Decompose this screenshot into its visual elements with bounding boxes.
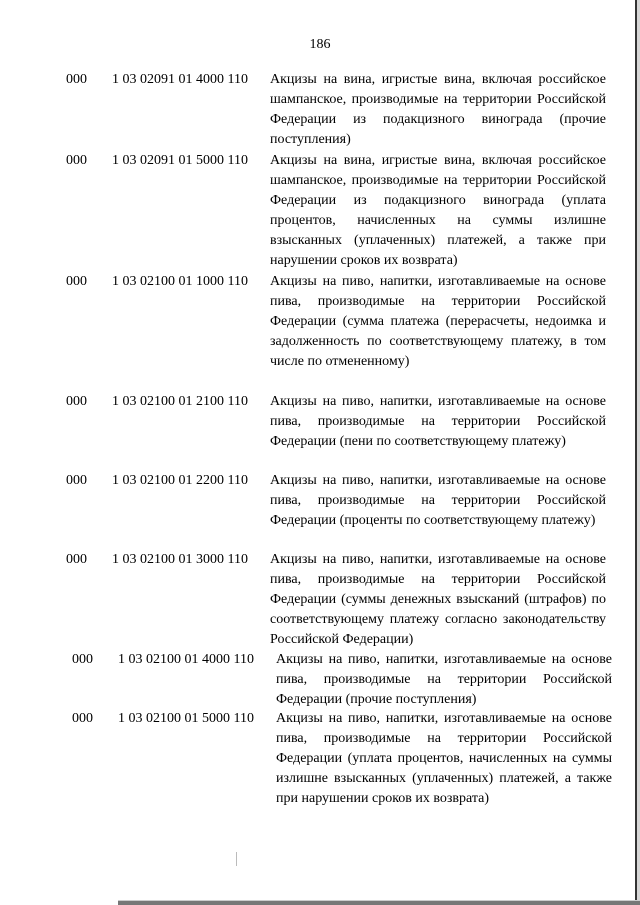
admin-code: 000 [72, 711, 93, 726]
scan-edge-bottom [118, 901, 640, 905]
income-description: Акцизы на пиво, напитки, изготавливаемые на основе пива, производимые на территории Российской Федерации (суммы денежных взысканий (штрафов) по соответствующему платежу согласно законодательству Российской Федерации) [270, 552, 606, 647]
income-description: Акцизы на вина, игристые вина, включая российское шампанское, производимые на территории Российской Федерации из подакцизного винограда (прочие поступления) [270, 72, 606, 147]
budget-classification-code: 1 03 02091 01 4000 110 [112, 72, 248, 87]
income-description: Акцизы на пиво, напитки, изготавливаемые на основе пива, производимые на территории Российской Федерации (сумма платежа (перерасчеты, недоимка и задолженность по соответствующему платежу, в том числе по отмененному) [270, 274, 606, 369]
admin-code: 000 [66, 473, 87, 488]
admin-code: 000 [72, 652, 93, 667]
income-description: Акцизы на пиво, напитки, изготавливаемые на основе пива, производимые на территории Российской Федерации (уплата процентов, начисленных на суммы излишне взысканных (уплаченных) платежей, а также при нарушении сроков их возврата) [276, 711, 612, 806]
admin-code: 000 [66, 274, 87, 289]
budget-classification-code: 1 03 02100 01 3000 110 [112, 552, 248, 567]
admin-code: 000 [66, 394, 87, 409]
scan-edge-right-line [635, 0, 637, 905]
budget-classification-code: 1 03 02100 01 5000 110 [118, 711, 254, 726]
budget-classification-code: 1 03 02100 01 1000 110 [112, 274, 248, 289]
income-description: Акцизы на пиво, напитки, изготавливаемые на основе пива, производимые на территории Российской Федерации (проценты по соответствующему платежу) [270, 473, 606, 528]
income-description: Акцизы на вина, игристые вина, включая российское шампанское, производимые на территории Российской Федерации из подакцизного винограда (уплата процентов, начисленных на суммы излишне взысканных (уплаченных) платежей, а также при нарушении сроков их возврата) [270, 153, 606, 268]
scan-artifact [236, 852, 237, 866]
admin-code: 000 [66, 552, 87, 567]
income-description: Акцизы на пиво, напитки, изготавливаемые на основе пива, производимые на территории Российской Федерации (прочие поступления) [276, 652, 612, 707]
budget-classification-code: 1 03 02100 01 2200 110 [112, 473, 248, 488]
budget-classification-code: 1 03 02100 01 4000 110 [118, 652, 254, 667]
page-number: 186 [309, 37, 331, 52]
admin-code: 000 [66, 72, 87, 87]
budget-classification-code: 1 03 02091 01 5000 110 [112, 153, 248, 168]
income-description: Акцизы на пиво, напитки, изготавливаемые на основе пива, производимые на территории Российской Федерации (пени по соответствующему платежу) [270, 394, 606, 449]
budget-classification-code: 1 03 02100 01 2100 110 [112, 394, 248, 409]
admin-code: 000 [66, 153, 87, 168]
